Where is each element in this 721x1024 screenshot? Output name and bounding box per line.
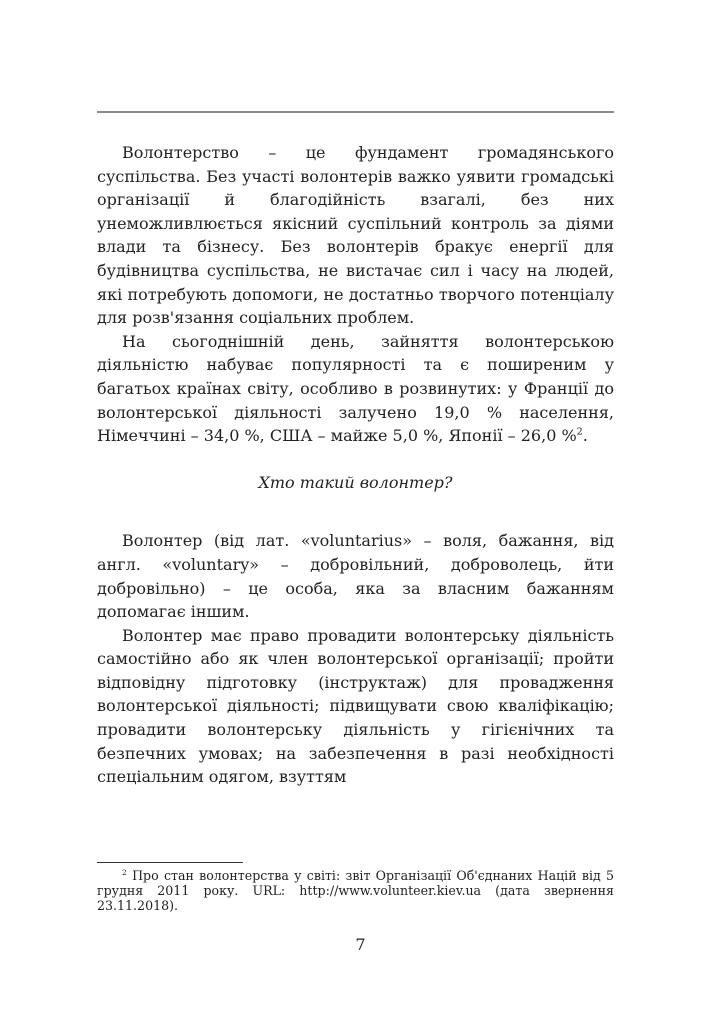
statistics-text: На сьогоднішній день, зайняття волонтерською діяльністю набуває популярності та є поширеним у багатьох країнах світу, особливо в розвинутих: у Франції до волонтерської діяльності залучено 19,0 % населення, Німеччині – 34,0 %, США – майже 5,0 %, Японії – 26,0 % <box>97 331 614 446</box>
paragraph-definition: Волонтер (від лат. «voluntarius» – воля, бажання, від англ. «voluntary» – добровільний, доброволець, йти добровільно) – це особа, яка за власним бажанням допомагає іншим. <box>97 531 614 622</box>
paragraph-volunteering: Волонтерство – це фундамент громадянського суспільства. Без участі волонтерів важко уявити громадські організації й благодійність взагалі, без них унеможливлюється якісний суспільний контроль за діями влади та бізнесу. Без волонтерів бракує енергії для будівництва суспільства, не вистачає сил і часу на людей, які потребують допомоги, не достатньо творчого потенціалу для розв'язання соціальних проблем. <box>97 143 614 328</box>
footnote <box>97 868 614 913</box>
footnote-text: Про стан волонтерства у світі: звіт Організації Об'єднаних Націй від 5 грудня 2011 року. URL: http://www.volunteer.kiev.ua (дата звернення 23.11.2018). <box>97 868 614 913</box>
footnote-reference[interactable]: 2 <box>576 426 583 438</box>
paragraph-rights: Волонтер має право провадити волонтерську діяльність самостійно або як член волонтерської організації; пройти відповідну підготовку (інструктаж) для провадження волонтерської діяльності; підвищувати свою кваліфікацію; провадити волонтерську діяльність у гігієнічних та безпечних умовах; на забезпечення в разі необхідності спеціальним одягом, взуттям <box>97 625 614 787</box>
page-number: 7 <box>355 935 366 954</box>
footnote-rule <box>97 862 243 863</box>
paragraph-statistics <box>97 330 614 448</box>
statistics-end: . <box>582 426 588 446</box>
section-heading: Хто такий волонтер? <box>258 472 453 492</box>
main-text <box>97 141 614 789</box>
footnote-marker: 2 <box>122 867 127 877</box>
header-rule <box>97 111 614 113</box>
